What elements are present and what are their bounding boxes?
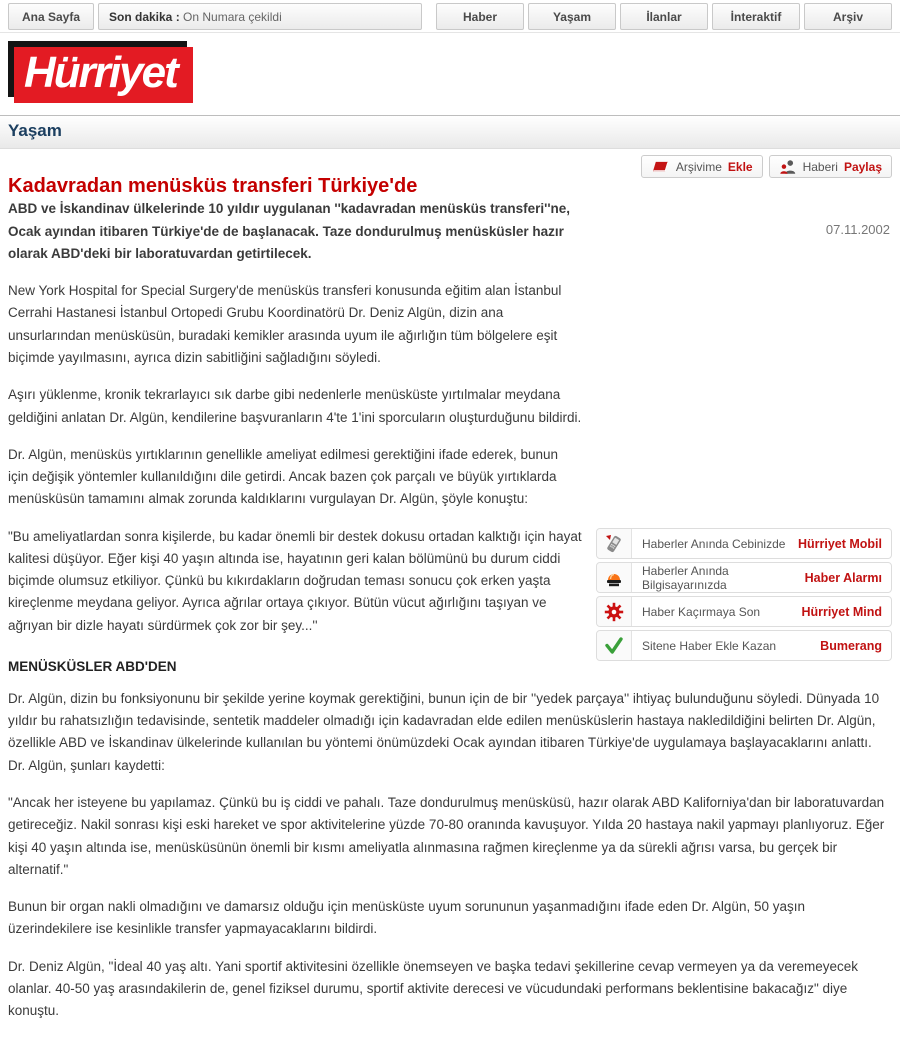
- breaking-news-text: On Numara çekildi: [183, 10, 282, 24]
- archive-add-button[interactable]: [641, 155, 763, 178]
- share-news-button[interactable]: [769, 155, 892, 178]
- action-buttons: [596, 155, 892, 178]
- promo-link-hurriyet-mind[interactable]: Hürriyet Mind: [801, 604, 882, 619]
- gear-icon: [597, 597, 632, 626]
- nav-tab-arsiv[interactable]: Arşiv: [804, 3, 892, 30]
- article-lead-paragraph: ABD ve İskandinav ülkelerinde 10 yıldır uygulanan ''kadavradan menüsküs transferi''ne, Ocak ayından itibaren Türkiye'de de başlanacak. Taze dondurulmuş menüsküsler hazır olarak ABD'deki bir laboratuvardan getirtilecek.: [8, 201, 571, 261]
- mobile-phone-icon: [597, 529, 632, 558]
- hurriyet-logo[interactable]: Hürriyet: [14, 47, 193, 103]
- article-title: Kadavradan menüsküs transferi Türkiye'de: [8, 175, 418, 198]
- top-navigation: [0, 0, 900, 33]
- article-paragraph: "Ancak her isteyene bu yapılamaz. Çünkü bu iş ciddi ve pahalı. Taze dondurulmuş menüsküsü, hazır olarak ABD Kaliforniya'dan bir laboratuvardan getireceğiz. Nakil sonrası kişi eski hareket ve spor aktivitelerine yüzde 70-80 oranında kavuşuyor. Yılda 20 hastaya nakil yapmayı planlıyoruz. Eğer kişi 40 yaşın altında ise, menüsküsünün önemli bir kısmı ameliyatla alınmasına rağmen kireçlenme ya da sürekli ağrısı varsa, bu gerçek bir alternatif.": [8, 794, 885, 877]
- section-bar: [0, 115, 900, 149]
- nav-tab-ilanlar[interactable]: İlanlar: [620, 3, 708, 30]
- promo-label: Haber Kaçırmaya Son: [642, 604, 761, 619]
- promo-link-bumerang[interactable]: Bumerang: [820, 638, 882, 653]
- nav-home[interactable]: Ana Sayfa: [8, 3, 94, 30]
- article-paragraph: Dr. Algün, menüsküs yırtıklarının genellikle ameliyat edilmesi gerektiğini ifade ederek, bunun için değişik yöntemler kullanıldığını dile getirdi. Ancak bazen çok parçalı ve büyük yırtıklarda menüsküsün tamamını almak zorunda kaldıklarını vurgulayan Dr. Algün, şöyle konuştu:: [8, 446, 559, 507]
- breaking-news-label: Son dakika :: [109, 10, 180, 24]
- nav-tab-interaktif[interactable]: İnteraktif: [712, 3, 800, 30]
- promo-link-haber-alarmi[interactable]: Haber Alarmı: [804, 570, 882, 585]
- section-title: Yaşam: [8, 121, 62, 141]
- promo-row-hurriyet-mobil[interactable]: [596, 528, 892, 559]
- right-column: [596, 155, 892, 661]
- nav-tab-yasam[interactable]: Yaşam: [528, 3, 616, 30]
- share-people-icon: [779, 159, 797, 174]
- archive-add-accent: Ekle: [727, 159, 753, 174]
- archive-book-icon: [651, 159, 670, 174]
- alarm-siren-icon: [597, 563, 632, 592]
- promo-row-haber-alarmi[interactable]: [596, 562, 892, 593]
- article-paragraph: Bunun bir organ nakli olmadığını ve damarsız olduğu için menüsküste uyum sorununun yaşanmadığını ifade eden Dr. Algün, 50 yaşın üzerindekilere ise kesinlikle transfer yapmayacaklarını bildirdi.: [8, 899, 805, 937]
- promo-row-bumerang[interactable]: [596, 630, 892, 661]
- promo-link-hurriyet-mobil[interactable]: Hürriyet Mobil: [797, 536, 882, 551]
- logo-row: [0, 33, 900, 103]
- promo-row-hurriyet-mind[interactable]: [596, 596, 892, 627]
- archive-add-label: Arşivime: [675, 159, 722, 174]
- breaking-news-bar[interactable]: [98, 3, 422, 30]
- article-paragraph: New York Hospital for Special Surgery'de menüsküs transferi konusunda eğitim alan İstanbul Cerrahi Hastanesi İstanbul Ortopedi Grubu Koordinatörü Dr. Deniz Algün, dizin ana unsurlarından menüsküsün, buradaki kemikler arasında uyum ile ağırlığın tüm bölgelere eşit biçimde yayılmasını, ayrıca dizin sabitliğini sağladığını söyledi.: [8, 283, 562, 365]
- check-icon: [597, 631, 632, 660]
- share-news-accent: Paylaş: [843, 159, 882, 174]
- article-paragraph: Dr. Algün, dizin bu fonksiyonunu bir şekilde yerine koymak gerektiğini, bunun için de bir ''yedek parçaya'' ihtiyaç bulunduğunu söyledi. Dünyada 10 yıldır bu rahatsızlığın tedavisinde, sentetik maddeler olmadığı için kadavradan elde edilen menüsküslerin hastaya nakledildiğini belirten Dr. Algün, özellikle ABD ve İskandinav ülkelerinde kullanılan bu yöntemi önümüzdeki Ocak ayından itibaren Türkiye'de uygulamaya başlayacaklarını anlattı. Dr. Algün, şunları kaydetti:: [8, 690, 880, 773]
- promo-label: Haberler Anında Cebinizde: [642, 536, 786, 551]
- whitespace-spacer: [596, 237, 892, 525]
- article-container: [0, 149, 900, 1047]
- article-paragraph: Aşırı yüklenme, kronik tekrarlayıcı sık darbe gibi nedenlerle menüsküste yırtılmalar meydana geldiğini anlatan Dr. Algün, kendilerine başvuranların 4'te 1'ini sporcuların oluşturduğunu bildirdi.: [8, 387, 582, 425]
- share-news-label: Haberi: [802, 159, 838, 174]
- article-subheading: MENÜSKÜSLER ABD'DEN: [8, 658, 177, 674]
- nav-tab-haber[interactable]: Haber: [436, 3, 524, 30]
- promo-label: Sitene Haber Ekle Kazan: [642, 638, 777, 653]
- promo-list: [596, 528, 892, 661]
- nav-spacer: [426, 3, 432, 30]
- article-date: 07.11.2002: [825, 222, 890, 238]
- promo-label: Haberler Anında Bilgisayarınızda: [642, 563, 729, 592]
- article-paragraph: "Bu ameliyatlardan sonra kişilerde, bu kadar önemli bir destek dokusu ortadan kalktığı için hayat kalitesi düşüyor. Eğer kişi 40 yaşın altında ise, hayatının geri kalan bölümünü bu durum ciddi biçimde olumsuz etkiliyor. Çünkü bu kıkırdakların doğrudan teması sonucu çok erken yaşta kireçlenme meydana geliyor. Ayrıca ağrılar ortaya çıkıyor. Bütün vücut ağırlığını taşıyan ve ağrıyan bir dizle hayatı sürdürmek çok zor bir şey...'': [8, 528, 582, 633]
- article-paragraph: Dr. Deniz Algün, "İdeal 40 yaş altı. Yani sportif aktivitesini özellikle önemseyen ve başka tedavi şekillerine cevap vermeyen ya da veremeyecek olanlar. 40-50 yaş arasındakilerin de, genel fiziksel durumu, sportif aktivite derecesi ve vücudundaki performans beklentisine bakacağız" diye konuştu.: [8, 958, 858, 1019]
